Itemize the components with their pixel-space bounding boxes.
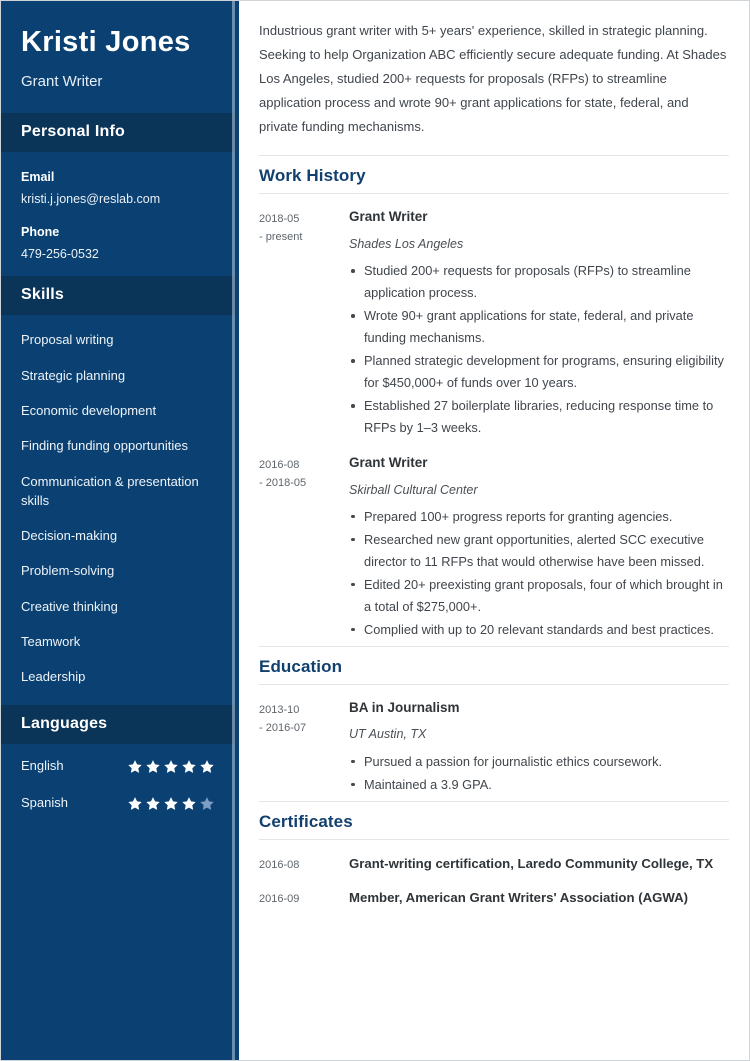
education-entry-dates xyxy=(259,699,349,797)
work-entry-dates xyxy=(259,208,349,440)
language-row xyxy=(21,795,215,812)
section-title-education: Education xyxy=(259,646,729,685)
sidebar-heading-languages: Languages xyxy=(1,705,235,744)
personal-info-list xyxy=(1,152,235,277)
star-filled-icon xyxy=(163,759,179,775)
candidate-job-title: Grant Writer xyxy=(21,72,103,90)
date-start: 2018-05 xyxy=(259,213,300,226)
work-entry-body xyxy=(349,208,729,440)
star-filled-icon xyxy=(145,759,161,775)
bullet-item: Maintained a 3.9 GPA. xyxy=(349,774,729,796)
work-entry-bullets xyxy=(349,506,729,641)
skill-item: Leadership xyxy=(21,669,86,685)
candidate-name: Kristi Jones xyxy=(21,26,191,58)
star-empty-icon xyxy=(199,796,215,812)
language-rating-stars xyxy=(127,796,215,812)
bullet-item: Edited 20+ preexisting grant proposals, four of which brought in a total of $275,000+. xyxy=(349,574,729,618)
bullet-item: Wrote 90+ grant applications for state, federal, and private funding mechanisms. xyxy=(349,305,729,349)
star-filled-icon xyxy=(181,796,197,812)
sidebar-heading-skills: Skills xyxy=(1,276,235,315)
main-content xyxy=(239,1,749,1060)
certificate-entry xyxy=(259,874,729,908)
star-filled-icon xyxy=(163,796,179,812)
language-rating-stars xyxy=(127,759,215,775)
skill-item: Creative thinking xyxy=(21,598,118,614)
star-filled-icon xyxy=(145,796,161,812)
bullet-item: Prepared 100+ progress reports for granting agencies. xyxy=(349,506,729,528)
language-name: English xyxy=(21,758,64,774)
work-entry-role: Grant Writer xyxy=(349,209,428,225)
date-end: - 2018-05 xyxy=(259,477,307,490)
bullet-item: Pursued a passion for journalistic ethics coursework. xyxy=(349,751,729,773)
date-end: - present xyxy=(259,231,303,244)
certificate-entry xyxy=(259,840,729,874)
section-title-work-history: Work History xyxy=(259,155,729,194)
skill-item: Economic development xyxy=(21,403,157,419)
work-entry-dates xyxy=(259,454,349,642)
certificate-name: Grant-writing certification, Laredo Community College, TX xyxy=(349,855,714,871)
skill-item: Teamwork xyxy=(21,633,81,649)
skills-list xyxy=(1,315,235,705)
identity-block xyxy=(1,1,235,113)
section-title-certificates: Certificates xyxy=(259,801,729,840)
bullet-item: Studied 200+ requests for proposals (RFPs) to streamline application process. xyxy=(349,260,729,304)
sidebar xyxy=(1,1,239,1060)
skill-item: Problem-solving xyxy=(21,563,115,579)
education-bullets xyxy=(349,751,729,796)
contact-item-email xyxy=(21,170,215,207)
sidebar-heading-personal-info: Personal Info xyxy=(1,113,235,152)
contact-value-email[interactable]: kristi.j.jones@reslab.com xyxy=(21,191,161,206)
education-degree: BA in Journalism xyxy=(349,699,460,715)
section-education xyxy=(259,646,729,797)
skill-item: Strategic planning xyxy=(21,367,126,383)
work-entry xyxy=(259,194,729,440)
skill-item: Finding funding opportunities xyxy=(21,438,188,454)
skill-item: Communication & presentation skills xyxy=(21,473,199,508)
date-start: 2013-10 xyxy=(259,703,300,716)
star-filled-icon xyxy=(199,759,215,775)
date-start: 2016-08 xyxy=(259,459,300,472)
contact-label-phone: Phone xyxy=(21,225,60,240)
section-work-history xyxy=(259,155,729,642)
certificate-date: 2016-08 xyxy=(259,858,300,871)
contact-value-phone[interactable]: 479-256-0532 xyxy=(21,247,99,262)
date-end: - 2016-07 xyxy=(259,721,307,734)
education-entry-body xyxy=(349,699,729,797)
bullet-item: Planned strategic development for programs, ensuring eligibility for $450,000+ of funds over 10 years. xyxy=(349,350,729,394)
skill-item: Decision-making xyxy=(21,527,118,543)
education-institution: UT Austin, TX xyxy=(349,727,427,742)
contact-item-phone xyxy=(21,225,215,262)
certificate-name: Member, American Grant Writers' Association (AGWA) xyxy=(349,889,689,905)
education-entry xyxy=(259,685,729,797)
language-row xyxy=(21,758,215,775)
star-filled-icon xyxy=(127,796,143,812)
star-filled-icon xyxy=(127,759,143,775)
skill-item: Proposal writing xyxy=(21,332,114,348)
bullet-item: Researched new grant opportunities, alerted SCC executive director to 11 RFPs that would otherwise have been missed. xyxy=(349,529,729,573)
professional-summary: Industrious grant writer with 5+ years' experience, skilled in strategic planning. Seeking to help Organization ABC efficiently secure adequate funding. At Shades Los Angeles, studied 200+ requests for proposals (RFPs) to streamline application process and wrote 90+ grant applications for state, federal, and private funding mechanisms. xyxy=(259,23,727,135)
bullet-item: Complied with up to 20 relevant standards and best practices. xyxy=(349,619,729,641)
section-certificates xyxy=(259,801,729,908)
bullet-item: Established 27 boilerplate libraries, reducing response time to RFPs by 1–3 weeks. xyxy=(349,395,729,439)
work-entry-body xyxy=(349,454,729,642)
work-entry xyxy=(259,440,729,642)
contact-label-email: Email xyxy=(21,169,55,184)
work-entry-organization: Skirball Cultural Center xyxy=(349,482,478,497)
language-name: Spanish xyxy=(21,795,68,811)
work-entry-bullets xyxy=(349,260,729,439)
work-entry-role: Grant Writer xyxy=(349,455,428,471)
star-filled-icon xyxy=(181,759,197,775)
certificate-date: 2016-09 xyxy=(259,892,300,905)
languages-list xyxy=(1,744,235,822)
work-entry-organization: Shades Los Angeles xyxy=(349,236,464,251)
